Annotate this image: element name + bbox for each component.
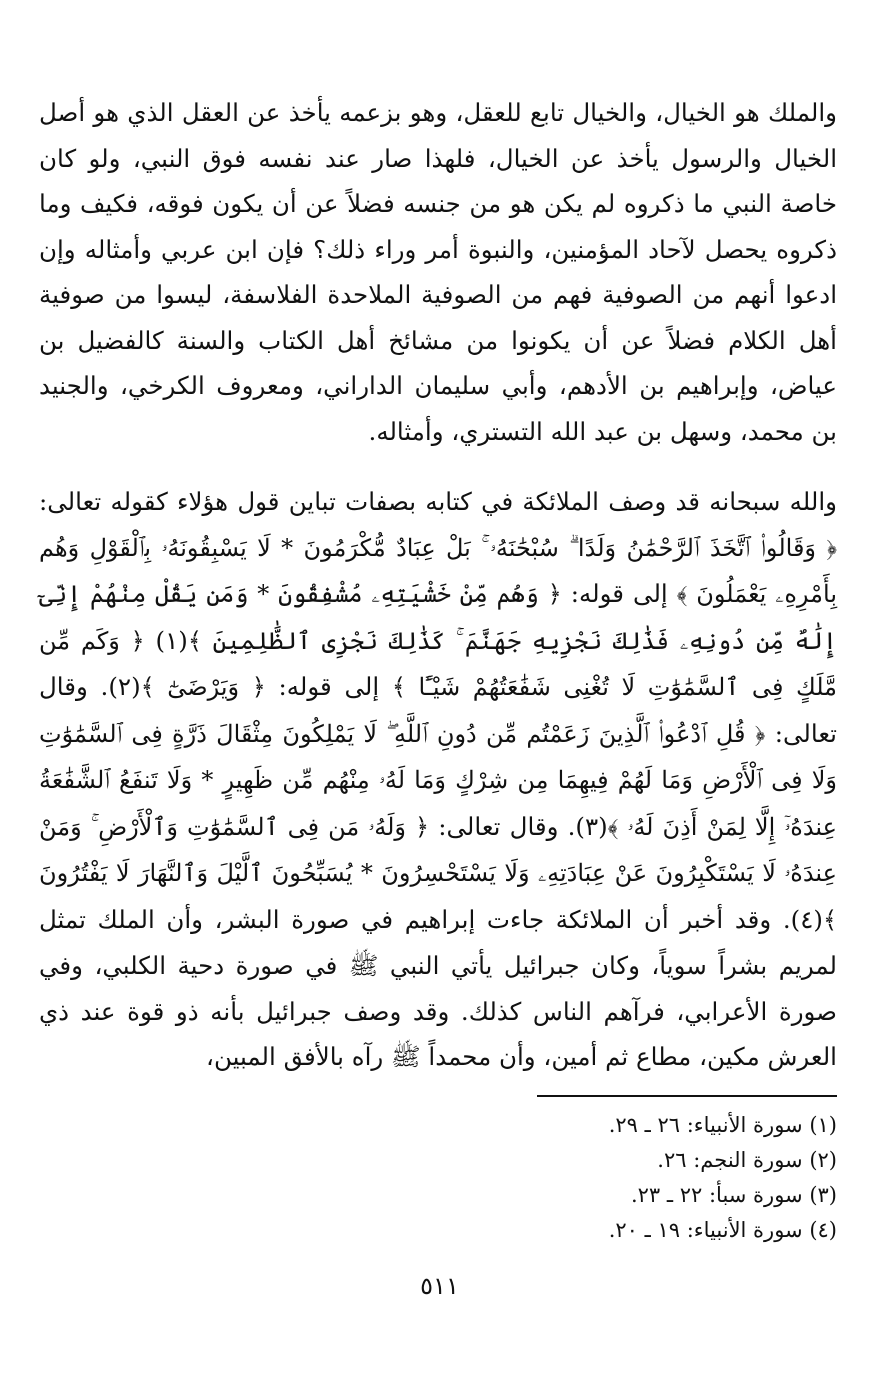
quran-quote: ﴿ وَقَالُوا۟ ٱتَّخَذَ ٱلرَّحْمَٰنُ وَلَدًا ۗ سُبْحَٰنَهُۥ ۚ بَلْ عِبَادٌ مُّكْرَمُونَ * لَا يَسْبِقُونَهُۥ بِٱلْقَوْلِ وَهُم بِأَمْرِهِۦ يَعْمَلُونَ ﴾: [39, 533, 837, 608]
paragraph-text: (٢). وقال تعالى:: [39, 672, 837, 748]
paragraph-text: والله سبحانه قد وصف الملائكة في كتابه بصفات تباين قول هؤلاء كقوله تعالى:: [39, 487, 837, 516]
footnote-item: (١) سورة الأنبياء: ٢٦ ـ ٢٩.: [608, 1113, 837, 1137]
paragraph-text: (١): [144, 625, 188, 655]
quran-quote: ﴿ قُلِ ٱدْعُوا۟ ٱلَّذِينَ زَعَمْتُم مِّن دُونِ ٱللَّهِ ۖ لَا يَمْلِكُونَ مِثْقَالَ ذَرَّةٍ فِى ٱلسَّمَٰوَٰتِ وَلَا فِى ٱلْأَرْضِ وَمَا لَهُمْ فِيهِمَا مِن شِرْكٍ وَمَا لَهُۥ مِنْهُم مِّن ظَهِيرٍ * وَلَا تَنفَعُ ٱلشَّفَٰعَةُ عِندَهُۥٓ إِلَّا لِمَنْ أَذِنَ لَهُۥ ﴾: [39, 719, 837, 841]
paragraph-text: إلى قوله:: [561, 579, 677, 608]
footnote-separator: [537, 1095, 837, 1097]
paragraph-2: [39, 479, 837, 1080]
footnote-item: (٣) سورة سبأ: ٢٢ ـ ٢٣.: [630, 1183, 837, 1207]
footnote-item: (٢) سورة النجم: ٢٦.: [657, 1148, 837, 1172]
quran-quote: ﴿ وَكَم مِّن مَّلَكٍ فِى ٱلسَّمَٰوَٰتِ لَا تُغْنِى شَفَٰعَتُهُمْ شَيْـًٔا ﴾: [39, 626, 838, 701]
quran-quote: ﴿ وَهُم مِّنْ خَشْيَتِهِۦ مُشْفِقُونَ * وَمَن يَقُلْ مِنْهُمْ إِنِّىٓ إِلَٰهٌ مِّن دُونِهِۦ فَذَٰلِكَ نَجْزِيهِ جَهَنَّمَ ۚ كَذَٰلِكَ نَجْزِى ٱلظَّٰلِمِينَ ﴾: [39, 580, 837, 655]
quran-quote: ﴿ وَيَرْضَىٰٓ ﴾: [140, 673, 266, 701]
page-number: ٥١١: [420, 1272, 459, 1300]
paragraph-text: إلى قوله:: [265, 672, 392, 701]
paragraph-text: (٤). وقد أخبر أن الملائكة جاءت إبراهيم في صورة البشر، وأن الملك تمثل لمريم بشراً سوياً، وكان جبرائيل يأتي النبي ﷺ في صورة دحية الكلبي، وفي صورة الأعرابي، فرآهم الناس كذلك. وقد وصف جبرائيل بأنه ذو قوة عند ذي العرش مكين، مطاع ثم أمين، وأن محمداً ﷺ رآه بالأفق المبين،: [39, 904, 837, 1071]
paragraph-1: والملك هو الخيال، والخيال تابع للعقل، وهو بزعمه يأخذ عن العقل الذي هو أصل الخيال والرسول يأخذ عن الخيال، فلهذا صار عند نفسه فوق النبي، ولو كان خاصة النبي ما ذكروه لم يكن هو من جنسه فضلاً عن أن يكون فوقه، فكيف وما ذكروه يحصل لآحاد المؤمنين، والنبوة أمر وراء ذلك؟ فإن ابن عربي وأمثاله وإن ادعوا أنهم من الصوفية فهم من الصوفية الملاحدة الفلاسفة، ليسوا من صوفية أهل الكلام فضلاً عن أن يكونوا من مشائخ أهل الكتاب والسنة كالفضيل بن عياض، وإبراهيم بن الأدهم، وأبي سليمان الداراني، ومعروف الكرخي، والجنيد بن محمد، وسهل بن عبد الله التستري، وأمثاله.: [39, 98, 837, 446]
paragraph-text: (٣). وقال تعالى:: [429, 811, 608, 841]
quran-quote: ﴿ وَلَهُۥ مَن فِى ٱلسَّمَٰوَٰتِ وَٱلْأَرْضِ ۚ وَمَنْ عِندَهُۥ لَا يَسْتَكْبِرُونَ عَنْ عِبَادَتِهِۦ وَلَا يَسْتَحْسِرُونَ * يُسَبِّحُونَ ٱلَّيْلَ وَٱلنَّهَارَ لَا يَفْتُرُونَ ﴾: [39, 812, 837, 934]
footnotes-list: [39, 1108, 837, 1248]
footnote-item: (٤) سورة الأنبياء: ١٩ ـ ٢٠.: [608, 1218, 837, 1242]
